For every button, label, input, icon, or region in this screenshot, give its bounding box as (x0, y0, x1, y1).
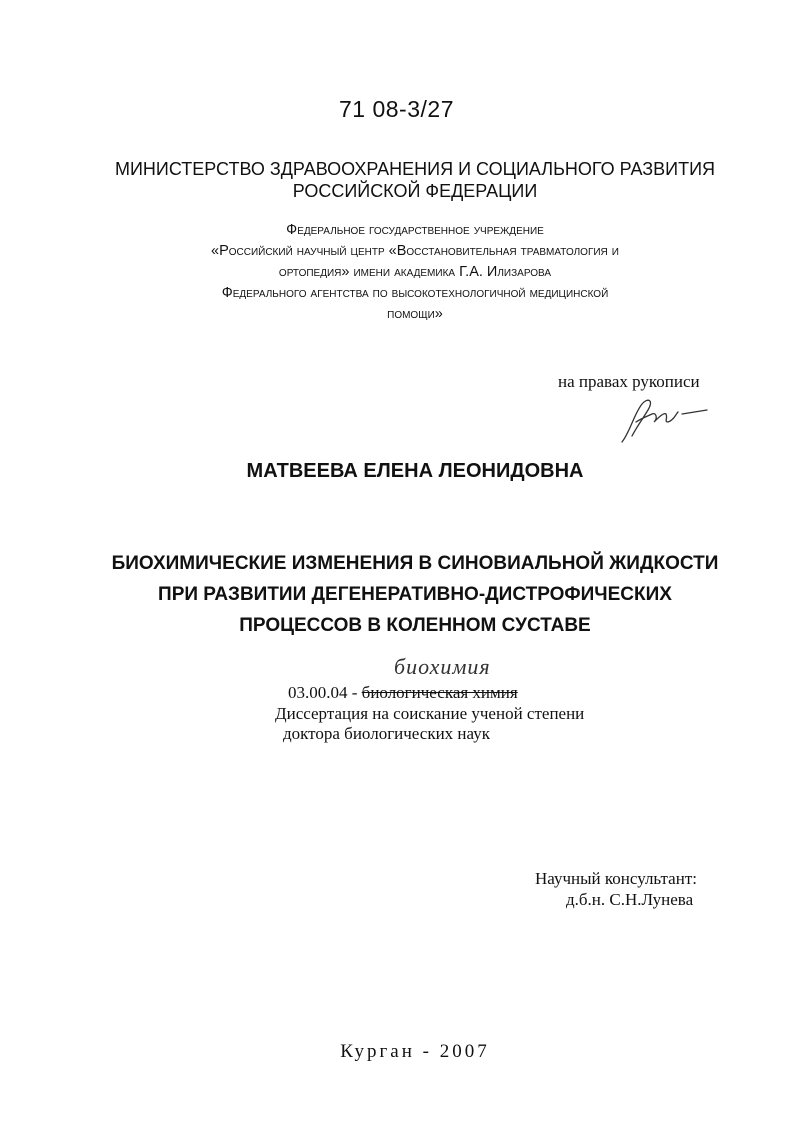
ministry-line: РОССИЙСКОЙ ФЕДЕРАЦИИ (292, 181, 538, 201)
manuscript-rights-note: на правах рукописи (558, 372, 700, 391)
institution-line: «Российский научный центр «Восстановительная травматология и (211, 243, 619, 259)
ministry-header (100, 158, 730, 202)
consultant-label: Научный консультант: (535, 869, 697, 888)
institution-line: Федеральное государственное учреждение (286, 222, 544, 238)
specialty-line (288, 683, 518, 703)
title-line: ПРОЦЕССОВ В КОЛЕННОМ СУСТАВЕ (239, 615, 591, 636)
institution-line: Федерального агентства по высокотехнологичной медицинской (221, 285, 609, 301)
thesis-degree-line-2: доктора биологических наук (283, 724, 490, 743)
ministry-line: МИНИСТЕРСТВО ЗДРАВООХРАНЕНИЯ И СОЦИАЛЬНОГО РАЗВИТИЯ (114, 159, 716, 179)
signature-icon (612, 392, 712, 450)
thesis-degree-line-1: Диссертация на соискание ученой степени (275, 704, 585, 723)
author-name: МАТВЕЕВА ЕЛЕНА ЛЕОНИДОВНА (246, 460, 584, 482)
institution-line: ортопедия» имени академика Г.А. Илизарова (278, 264, 552, 280)
handwritten-correction: биохимия (394, 654, 491, 679)
city-year: Курган - 2007 (340, 1041, 490, 1062)
title-line: БИОХИМИЧЕСКИЕ ИЗМЕНЕНИЯ В СИНОВИАЛЬНОЙ ЖИДКОСТИ (111, 553, 719, 574)
institution-line: помощи» (387, 306, 443, 322)
title-line: ПРИ РАЗВИТИИ ДЕГЕНЕРАТИВНО-ДИСТРОФИЧЕСКИХ (158, 584, 672, 605)
dissertation-title (100, 548, 730, 641)
specialty-code: 03.00.04 - (288, 683, 358, 702)
institution-header (110, 220, 720, 325)
consultant-name: д.б.н. С.Н.Лунева (566, 890, 694, 909)
document-code: 71 08-3/27 (339, 96, 454, 122)
specialty-name-struck: биологическая химия (361, 683, 518, 702)
